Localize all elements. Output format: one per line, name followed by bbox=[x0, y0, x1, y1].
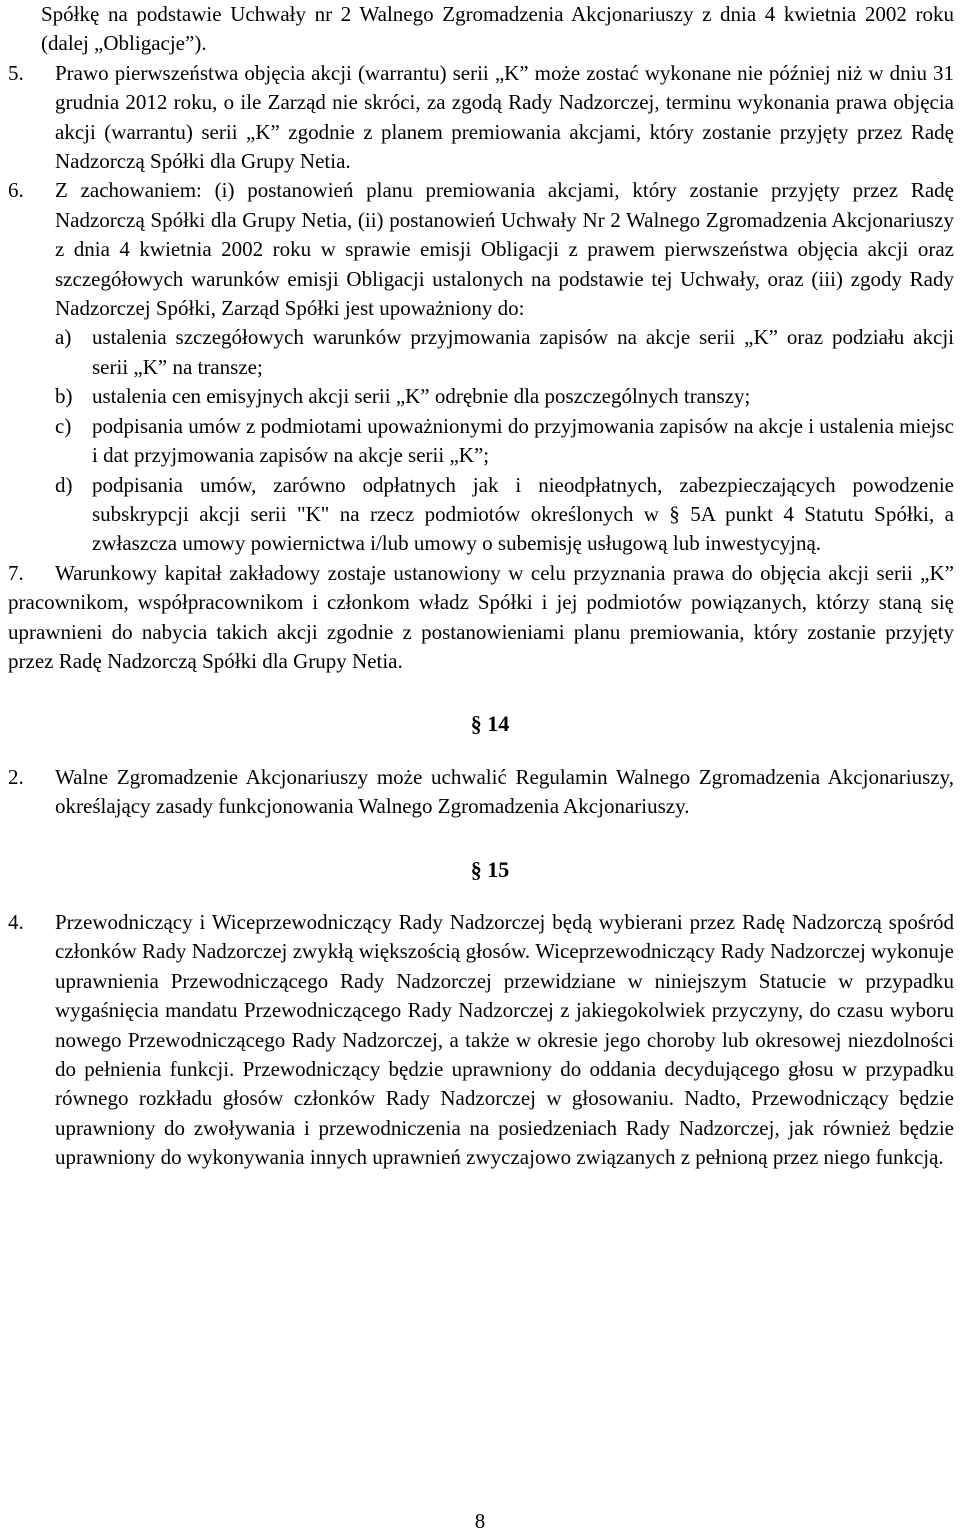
subitem-text: podpisania umów z podmiotami upoważnionymi do przyjmowania zapisów na akcje i ustalenia miejsc i dat przyjmowania zapisów na akcje serii „K”; bbox=[92, 413, 954, 468]
subitem-letter: a) bbox=[55, 325, 72, 350]
section-15-item bbox=[8, 908, 954, 1173]
subitem-d bbox=[55, 471, 954, 559]
item-text: Walne Zgromadzenie Akcjonariuszy może uchwalić Regulamin Walnego Zgromadzenia Akcjonariuszy, określający zasady funkcjonowania Walnego Zgromadzenia Akcjonariuszy. bbox=[55, 764, 954, 819]
subitem-letter: c) bbox=[55, 413, 72, 438]
item-text: Prawo pierwszeństwa objęcia akcji (warrantu) serii „K” może zostać wykonane nie później niż w dniu 31 grudnia 2012 roku, o ile Zarząd nie skróci, za zgodą Rady Nadzorczej, terminu wykonania prawa objęcia akcji (warrantu) serii „K” zgodnie z planem premiowania akcjami, który zostanie przyjęty przez Radę Nadzorczą Spółki dla Grupy Netia. bbox=[55, 60, 954, 174]
subitem-text: podpisania umów, zarówno odpłatnych jak i nieodpłatnych, zabezpieczających powodzenie subskrypcji akcji serii "K" na rzecz podmiotów określonych w § 5A punkt 4 Statutu Spółki, a zwłaszcza umowy powiernictwa i/lub umowy o subemisję usługową lub inwestycyjną. bbox=[92, 472, 954, 556]
section-15-heading: § 15 bbox=[470, 856, 510, 882]
intro-paragraph: Spółkę na podstawie Uchwały nr 2 Walnego Zgromadzenia Akcjonariuszy z dnia 4 kwietnia 2002 roku (dalej „Obligacje”). bbox=[41, 2, 954, 56]
subitem-letter: b) bbox=[55, 384, 73, 409]
item-number: 5. bbox=[8, 60, 24, 85]
subitem-c bbox=[55, 412, 954, 471]
subitem-text: ustalenia cen emisyjnych akcji serii „K” odrębnie dla poszczególnych transzy; bbox=[92, 384, 751, 409]
subitem-a bbox=[55, 323, 954, 382]
item-number: 2. bbox=[8, 764, 24, 789]
item-number: 4. bbox=[8, 909, 24, 934]
item-text: Z zachowaniem: (i) postanowień planu premiowania akcjami, który zostanie przyjęty przez Radę Nadzorczą Spółki dla Grupy Netia, (ii) postanowień Uchwały Nr 2 Walnego Zgromadzenia Akcjonariuszy z dnia 4 kwietnia 2002 roku w sprawie emisji Obligacji z prawem pierwszeństwa objęcia akcji oraz szczegółowych warunków emisji Obligacji ustalonych na podstawie tej Uchwały, oraz (iii) zgody Rady Nadzorczej Spółki, Zarząd Spółki jest upoważniony do: bbox=[55, 178, 954, 321]
item-number: 6. bbox=[8, 178, 24, 203]
item-5 bbox=[8, 59, 954, 177]
item-7 bbox=[8, 559, 954, 677]
item-number: 7. bbox=[8, 560, 24, 585]
subitem-letter: d) bbox=[55, 472, 73, 497]
section-14-heading: § 14 bbox=[470, 711, 510, 737]
item-6 bbox=[8, 176, 954, 323]
subitem-b bbox=[55, 382, 954, 411]
item-text: Warunkowy kapitał zakładowy zostaje ustanowiony w celu przyznania prawa do objęcia akcji serii „K” pracownikom, współpracownikom i członkom władz Spółki i jej podmiotów powiązanych, którzy staną się uprawnieni do nabycia takich akcji zgodnie z postanowieniami planu premiowania, który zostanie przyjęty przez Radę Nadzorczą Spółki dla Grupy Netia. bbox=[8, 560, 954, 673]
item-text: Przewodniczący i Wiceprzewodniczący Rady Nadzorczej będą wybierani przez Radę Nadzorczą spośród członków Rady Nadzorczej zwykłą większością głosów. Wiceprzewodniczący Rady Nadzorczej wykonuje uprawnienia Przewodniczącego Rady Nadzorczej przewidziane w niniejszym Statucie w przypadku wygaśnięcia mandatu Przewodniczącego Rady Nadzorczej z jakiegokolwiek przyczyny, do czasu wyboru nowego Przewodniczącego Rady Nadzorczej, a także w okresie jego choroby lub okresowej niezdolności do pełnienia funkcji. Przewodniczący będzie uprawniony do oddania decydującego głosu w przypadku równego rozkładu głosów członków Rady Nadzorczej w głosowaniu. Nadto, Przewodniczący będzie uprawniony do zwoływania i przewodniczenia na posiedzeniach Rady Nadzorczej, jak również będzie uprawniony do wykonywania innych uprawnień zwyczajowo związanych z pełnioną przez niego funkcją. bbox=[55, 909, 954, 1170]
page-number: 8 bbox=[474, 1509, 486, 1533]
document-page bbox=[8, 0, 954, 1173]
subitem-text: ustalenia szczegółowych warunków przyjmowania zapisów na akcje serii „K” oraz podziału akcji serii „K” na transze; bbox=[92, 325, 954, 379]
section-14-item bbox=[8, 763, 954, 822]
